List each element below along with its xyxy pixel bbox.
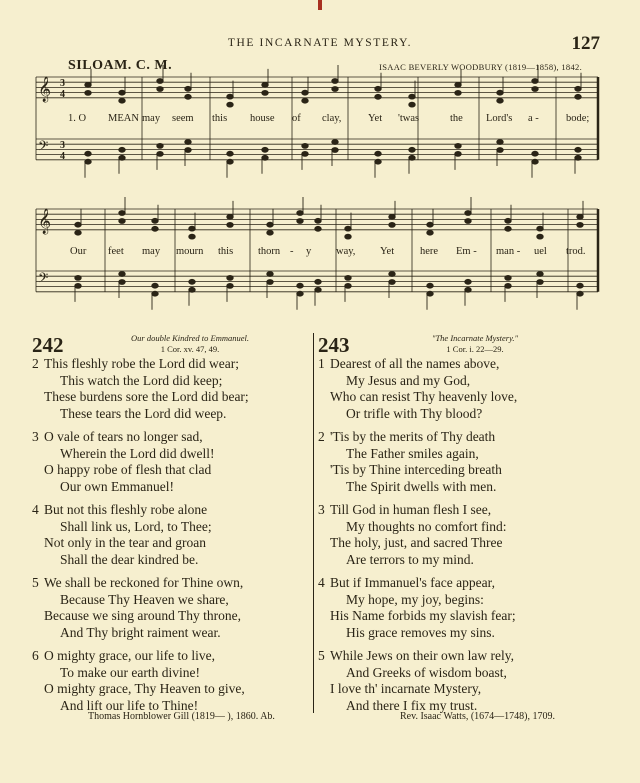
note-head xyxy=(332,140,338,145)
note-head xyxy=(537,280,543,285)
stanza-line-text: But if Immanuel's face appear, xyxy=(330,575,495,590)
note-head xyxy=(575,94,581,99)
lyric-syllable: here xyxy=(420,246,439,257)
stanza-number: 2 xyxy=(318,429,325,444)
note-head xyxy=(227,159,233,164)
note-head xyxy=(465,211,471,216)
treble-clef-icon: 𝄞 xyxy=(38,209,52,234)
stanza-line: Our own Emmanuel! xyxy=(60,478,174,494)
stanza-number: 4 xyxy=(318,575,325,590)
stanza-line: Shall the dear kindred be. xyxy=(60,551,199,567)
stanza-line xyxy=(318,502,507,519)
note-head xyxy=(297,219,303,224)
time-signature: 4 xyxy=(60,151,65,162)
note-head xyxy=(345,276,351,281)
lyric-syllable: - xyxy=(290,246,294,257)
stanza-line: 'Tis by Thine interceding breath xyxy=(330,462,502,477)
lyric-syllable: trod. xyxy=(566,246,586,257)
note-head xyxy=(189,234,195,239)
note-head xyxy=(302,90,308,95)
lyric-syllable: this xyxy=(218,246,234,257)
hymn-242-credit: Thomas Hornblower Gill (1819— ), 1860. Ab. xyxy=(88,711,275,722)
tune-composer: ISAAC BEVERLY WOODBURY (1819—1858), 1842. xyxy=(379,62,582,72)
stanza-line xyxy=(318,648,514,665)
note-head xyxy=(315,218,321,223)
note-head xyxy=(537,272,543,277)
note-head xyxy=(157,152,163,157)
note-head xyxy=(119,211,125,216)
lyric-syllable: thorn xyxy=(258,246,281,257)
lyric-syllable: house xyxy=(250,113,275,124)
hymn-242-title: Our double Kindred to Emmanuel. xyxy=(131,333,249,343)
note-head xyxy=(302,144,308,149)
note-head xyxy=(262,83,268,88)
stanza-number: 2 xyxy=(32,356,39,371)
note-head xyxy=(75,284,81,289)
stanza-line xyxy=(32,502,212,519)
note-head xyxy=(375,159,381,164)
note-head xyxy=(227,223,233,228)
note-head xyxy=(575,86,581,91)
lyric-syllable: this xyxy=(212,113,228,124)
bass-clef-icon: 𝄢 xyxy=(38,138,49,157)
stanza-line: The Spirit dwells with men. xyxy=(346,478,497,494)
note-head xyxy=(575,147,581,152)
note-head xyxy=(267,272,273,277)
note-head xyxy=(302,98,308,103)
stanza-number: 1 xyxy=(318,356,325,371)
stanza-line: My hope, my joy, begins: xyxy=(346,591,484,607)
stanza-line-text: This fleshly robe the Lord did wear; xyxy=(44,356,239,371)
stanza-line: Or trifle with Thy blood? xyxy=(346,405,483,421)
note-head xyxy=(332,79,338,84)
hymn243-stanza-4 xyxy=(318,575,516,641)
note-head xyxy=(332,87,338,92)
hymn242-stanza-2 xyxy=(32,356,249,422)
note-head xyxy=(157,79,163,84)
note-head xyxy=(85,83,91,88)
stanza-line xyxy=(32,648,245,665)
stanza-line xyxy=(318,575,516,592)
note-head xyxy=(505,276,511,281)
lyric-syllable: uel xyxy=(534,246,547,257)
hymn-243-title: "The Incarnate Mystery." xyxy=(431,333,519,343)
time-signature: 4 xyxy=(60,89,65,100)
stanza-line: My thoughts no comfort find: xyxy=(346,518,507,534)
stanza-line: Because we sing around Thy throne, xyxy=(44,608,241,623)
note-head xyxy=(375,151,381,156)
lyric-syllable: Em - xyxy=(456,246,477,257)
note-head xyxy=(577,215,583,220)
stanza-line: And there I fix my trust. xyxy=(346,697,478,713)
note-head xyxy=(262,155,268,160)
note-head xyxy=(185,148,191,153)
hymn-243-reference: 1 Cor. i. 22—29. xyxy=(446,344,504,354)
hymn-243-credit: Rev. Isaac Watts, (1674—1748), 1709. xyxy=(400,711,555,722)
stanza-line: O mighty grace, Thy Heaven to give, xyxy=(44,681,245,696)
note-head xyxy=(267,230,273,235)
stanza-line-text: O vale of tears no longer sad, xyxy=(44,429,203,444)
note-head xyxy=(389,280,395,285)
note-head xyxy=(497,140,503,145)
note-head xyxy=(262,91,268,96)
note-head xyxy=(375,94,381,99)
stanza-line xyxy=(32,575,243,592)
note-head xyxy=(302,152,308,157)
lyric-syllable: Our xyxy=(70,246,87,257)
stanza-line: Wherein the Lord did dwell! xyxy=(60,445,215,461)
note-head xyxy=(185,86,191,91)
tune-name: SILOAM. C. M. xyxy=(68,58,173,73)
time-signature: 3 xyxy=(60,140,65,151)
lyric-syllable: MEAN xyxy=(108,113,139,124)
lyric-syllable: feet xyxy=(108,246,124,257)
stanza-number: 3 xyxy=(318,502,325,517)
note-head xyxy=(119,155,125,160)
lyric-syllable: seem xyxy=(172,113,194,124)
note-head xyxy=(189,279,195,284)
music-score xyxy=(0,0,640,310)
lyric-syllable: a - xyxy=(528,113,539,124)
stanza-line: His grace removes my sins. xyxy=(346,624,495,640)
note-head xyxy=(577,223,583,228)
note-head xyxy=(427,222,433,227)
hymn243-stanza-2 xyxy=(318,429,502,495)
stanza-line: The Father smiles again, xyxy=(346,445,479,461)
note-head xyxy=(389,272,395,277)
note-head xyxy=(345,226,351,231)
note-head xyxy=(465,219,471,224)
note-head xyxy=(262,147,268,152)
note-head xyxy=(227,102,233,107)
note-head xyxy=(189,287,195,292)
hymn243-stanza-1 xyxy=(318,356,517,422)
hymn-242-number: 242 xyxy=(32,333,64,357)
stanza-line-text: 'Tis by the merits of Thy death xyxy=(330,429,496,444)
lyric-syllable: the xyxy=(450,113,463,124)
note-head xyxy=(497,98,503,103)
hymn243-stanza-3 xyxy=(318,502,507,568)
note-head xyxy=(537,234,543,239)
note-head xyxy=(227,215,233,220)
stanza-line: These tears the Lord did weep. xyxy=(60,405,227,421)
note-head xyxy=(577,291,583,296)
lyric-syllable: 'twas xyxy=(398,113,420,124)
note-head xyxy=(532,159,538,164)
note-head xyxy=(119,90,125,95)
stanza-line xyxy=(32,429,214,446)
note-head xyxy=(119,280,125,285)
note-head xyxy=(315,226,321,231)
note-head xyxy=(532,87,538,92)
stanza-number: 5 xyxy=(318,648,325,663)
hymn-243-number: 243 xyxy=(318,333,350,357)
note-head xyxy=(505,218,511,223)
note-head xyxy=(85,151,91,156)
hymn-242-reference: 1 Cor. xv. 47, 49. xyxy=(160,344,220,354)
note-head xyxy=(455,152,461,157)
stanza-line: Not only in the tear and groan xyxy=(44,535,206,550)
note-head xyxy=(315,287,321,292)
note-head xyxy=(455,83,461,88)
note-head xyxy=(505,284,511,289)
lyric-syllable: 1. O xyxy=(68,113,87,124)
note-head xyxy=(227,94,233,99)
note-head xyxy=(505,226,511,231)
lyric-syllable: bode; xyxy=(566,113,590,124)
stanza-line-text: But not this fleshly robe alone xyxy=(44,502,208,517)
note-head xyxy=(427,291,433,296)
lyric-syllable: Yet xyxy=(368,113,383,124)
note-head xyxy=(152,283,158,288)
note-head xyxy=(227,276,233,281)
note-head xyxy=(427,283,433,288)
note-head xyxy=(577,283,583,288)
note-head xyxy=(152,218,158,223)
stanza-line-text: While Jews on their own law rely, xyxy=(330,648,514,663)
stanza-line-text: Till God in human flesh I see, xyxy=(330,502,492,517)
note-head xyxy=(532,151,538,156)
hymn242-stanza-3 xyxy=(32,429,214,495)
note-head xyxy=(409,94,415,99)
stanza-line: To make our earth divine! xyxy=(60,664,201,680)
note-head xyxy=(455,144,461,149)
note-head xyxy=(575,155,581,160)
stanza-line: His Name forbids my slavish fear; xyxy=(330,608,516,623)
lyric-syllable: man - xyxy=(496,246,521,257)
note-head xyxy=(345,284,351,289)
note-head xyxy=(427,230,433,235)
lyric-syllable: may xyxy=(142,246,161,257)
note-head xyxy=(345,234,351,239)
note-head xyxy=(119,219,125,224)
note-head xyxy=(409,102,415,107)
stanza-line: And Thy bright raiment wear. xyxy=(60,624,221,640)
note-head xyxy=(409,155,415,160)
stanza-line: Shall link us, Lord, to Thee; xyxy=(60,518,212,534)
note-head xyxy=(267,280,273,285)
hymn243-stanza-5 xyxy=(318,648,514,714)
lyric-syllable: may xyxy=(142,113,161,124)
stanza-line xyxy=(32,356,249,373)
note-head xyxy=(119,98,125,103)
hymn242-stanza-5 xyxy=(32,575,243,641)
note-head xyxy=(315,279,321,284)
note-head xyxy=(119,272,125,277)
note-head xyxy=(185,140,191,145)
note-head xyxy=(75,222,81,227)
lyric-syllable: clay, xyxy=(322,113,342,124)
column-divider xyxy=(313,333,314,713)
hymn242-stanza-4 xyxy=(32,502,212,568)
note-head xyxy=(75,230,81,235)
note-head xyxy=(189,226,195,231)
stanza-line: Are terrors to my mind. xyxy=(346,551,474,567)
stanza-line: The holy, just, and sacred Three xyxy=(330,535,503,550)
stanza-number: 6 xyxy=(32,648,39,663)
hymn242-stanza-6 xyxy=(32,648,245,714)
lyric-syllable: y xyxy=(306,246,312,257)
note-head xyxy=(157,144,163,149)
stanza-line-text: We shall be reckoned for Thine own, xyxy=(44,575,244,590)
note-head xyxy=(375,86,381,91)
note-head xyxy=(119,147,125,152)
note-head xyxy=(537,226,543,231)
note-head xyxy=(389,223,395,228)
stanza-line: I love th' incarnate Mystery, xyxy=(330,681,482,696)
note-head xyxy=(532,79,538,84)
time-signature: 3 xyxy=(60,78,65,89)
lyric-syllable: Yet xyxy=(380,246,395,257)
stanza-line-text: Dearest of all the names above, xyxy=(330,356,500,371)
note-head xyxy=(409,147,415,152)
lyric-syllable: way, xyxy=(336,246,356,257)
note-head xyxy=(465,287,471,292)
note-head xyxy=(185,94,191,99)
note-head xyxy=(455,91,461,96)
note-head xyxy=(389,215,395,220)
stanza-line xyxy=(318,429,502,446)
stanza-line: Because Thy Heaven we share, xyxy=(60,591,229,607)
stanza-number: 3 xyxy=(32,429,39,444)
note-head xyxy=(85,159,91,164)
stanza-line: O happy robe of flesh that clad xyxy=(44,462,212,477)
note-head xyxy=(227,151,233,156)
lyric-syllable: Lord's xyxy=(486,113,513,124)
note-head xyxy=(75,276,81,281)
note-head xyxy=(297,291,303,296)
stanza-line: These burdens sore the Lord did bear; xyxy=(44,389,249,404)
note-head xyxy=(227,284,233,289)
bass-clef-icon: 𝄢 xyxy=(38,270,49,289)
note-head xyxy=(85,91,91,96)
stanza-line: My Jesus and my God, xyxy=(346,372,471,388)
lyric-syllable: mourn xyxy=(176,246,204,257)
note-head xyxy=(465,279,471,284)
stanza-line: Who can resist Thy heavenly love, xyxy=(330,389,518,404)
page-number: 127 xyxy=(571,33,600,54)
note-head xyxy=(267,222,273,227)
stanza-line: This watch the Lord did keep; xyxy=(60,372,223,388)
running-head: THE INCARNATE MYSTERY. xyxy=(227,37,413,49)
note-head xyxy=(152,291,158,296)
stanza-line-text: O mighty grace, our life to live, xyxy=(44,648,215,663)
treble-clef-icon: 𝄞 xyxy=(38,77,52,102)
stanza-line: And Greeks of wisdom boast, xyxy=(346,664,507,680)
note-head xyxy=(297,283,303,288)
stanza-line: And lift our life to Thine! xyxy=(60,697,199,713)
note-head xyxy=(497,90,503,95)
lyric-syllable: of xyxy=(292,113,301,124)
note-head xyxy=(497,148,503,153)
stanza-number: 5 xyxy=(32,575,39,590)
note-head xyxy=(152,226,158,231)
note-head xyxy=(297,211,303,216)
note-head xyxy=(157,87,163,92)
stanza-number: 4 xyxy=(32,502,39,517)
note-head xyxy=(332,148,338,153)
stanza-line xyxy=(318,356,517,373)
